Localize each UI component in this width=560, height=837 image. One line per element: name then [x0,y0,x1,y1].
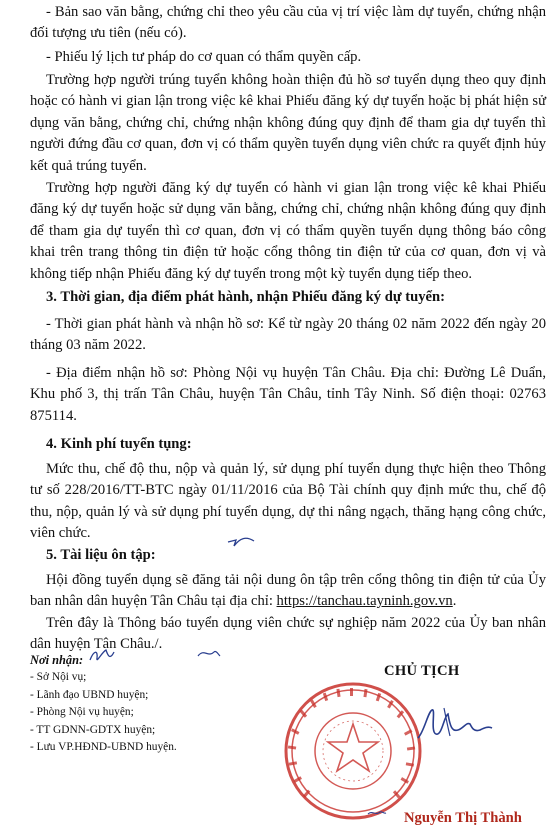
handwritten-signature [414,702,494,746]
handwritten-initial-mark [196,646,222,660]
paragraph-text: - Bản sao văn bằng, chứng chỉ theo yêu cầu của vị trí việc làm dự tuyển, chứng nhận đối tượng ưu tiên (nếu có). [30,4,546,42]
paragraph-copies-of-diplomas [30,2,546,45]
paragraph-issue-time: - Thời gian phát hành và nhận hồ sơ: Kể từ ngày 20 tháng 02 năm 2022 đến ngày 20 tháng 03 năm 2022. [30,316,546,354]
recipient-item: - TT GDNN-GDTX huyện; [30,723,156,736]
heading-section-3: 3. Thời gian, địa điểm phát hành, nhận Phiếu đăng ký dự tuyển: [46,289,445,305]
recipients-title: Nơi nhận: [30,653,84,667]
paragraph-review-materials [30,570,546,613]
signer-name: Nguyễn Thị Thành [404,810,522,826]
paragraph-closing: Trên đây là Thông báo tuyển dụng viên chức sự nghiệp năm 2022 của Ủy ban nhân dân huyện Tân Châu./. [30,615,546,653]
official-seal [282,680,424,822]
paragraph-fees: Mức thu, chế độ thu, nộp và quản lý, sử dụng phí tuyển dụng thực hiện theo Thông tư số 228/2016/TT-BTC ngày 01/11/2016 của Bộ Tài chính quy định mức thu, chế độ thu, nộp, quản lý và sử dụng phí tuyển dụng, dự thi nâng ngạch, thăng hạng công chức, viên chức. [30,461,546,542]
website-link[interactable]: https://tanchau.tayninh.gov.vn [276,593,453,610]
recipient-item: - Sở Nội vụ; [30,671,87,684]
handwritten-initial-mark [226,532,256,550]
recipient-item: - Phòng Nội vụ huyện; [30,706,134,719]
handwritten-initial-mark [88,646,116,666]
paragraph-fraud-handling: Trường hợp người đăng ký dự tuyển có hành vi gian lận trong việc kê khai Phiếu đăng ký dự tuyển hoặc sử dụng văn bằng, chứng chỉ, chứng nhận không đúng quy định để tham gia dự tuyển thì cơ quan, đơn vị có thẩm quyền tuyển dụng thông báo công khai trên trang thông tin điện tử hoặc cổng thông tin điện tử của cơ quan, đơn vị và không tiếp nhận Phiếu đăng ký dự tuyển trong một kỳ tuyển dụng tiếp theo. [30,180,546,282]
signer-title: CHỦ TỊCH [384,663,460,679]
recipient-item: - Lưu VP.HĐND-UBND huyện. [30,741,177,754]
link-suffix: . [452,593,457,610]
paragraph-judicial-record: - Phiếu lý lịch tư pháp do cơ quan có thẩm quyền cấp. [46,49,362,65]
heading-section-5: 5. Tài liệu ôn tập: [46,547,156,563]
recipient-item: - Lãnh đạo UBND huyện; [30,688,149,701]
paragraph-location: - Địa điểm nhận hồ sơ: Phòng Nội vụ huyện Tân Châu. Địa chỉ: Đường Lê Duẩn, Khu phố 3, thị trấn Tân Châu, huyện Tân Châu, tỉnh Tây Ninh. Số điện thoại: 02763 875114. [30,365,546,424]
handwritten-initial-mark [366,808,388,818]
heading-section-4: 4. Kinh phí tuyển tụng: [46,436,192,452]
paragraph-cancel-result: Trường hợp người trúng tuyển không hoàn thiện đủ hồ sơ tuyển dụng theo quy định hoặc có hành vi gian lận trong việc kê khai Phiếu đăng ký dự tuyển hoặc bị phát hiện sử dụng văn bằng, chứng chỉ, chứng nhận không đúng quy định để tham gia dự tuyển thì người đứng đầu cơ quan, đơn vị có thẩm quyền tuyển dụng viên chức ra quyết định hủy kết quả trúng tuyển. [30,72,546,174]
review-materials-text: Hội đồng tuyển dụng sẽ đăng tải nội dung ôn tập trên cổng thông tin điện tử của Ủy ban nhân dân huyện Tân Châu tại địa chỉ: [30,572,546,610]
